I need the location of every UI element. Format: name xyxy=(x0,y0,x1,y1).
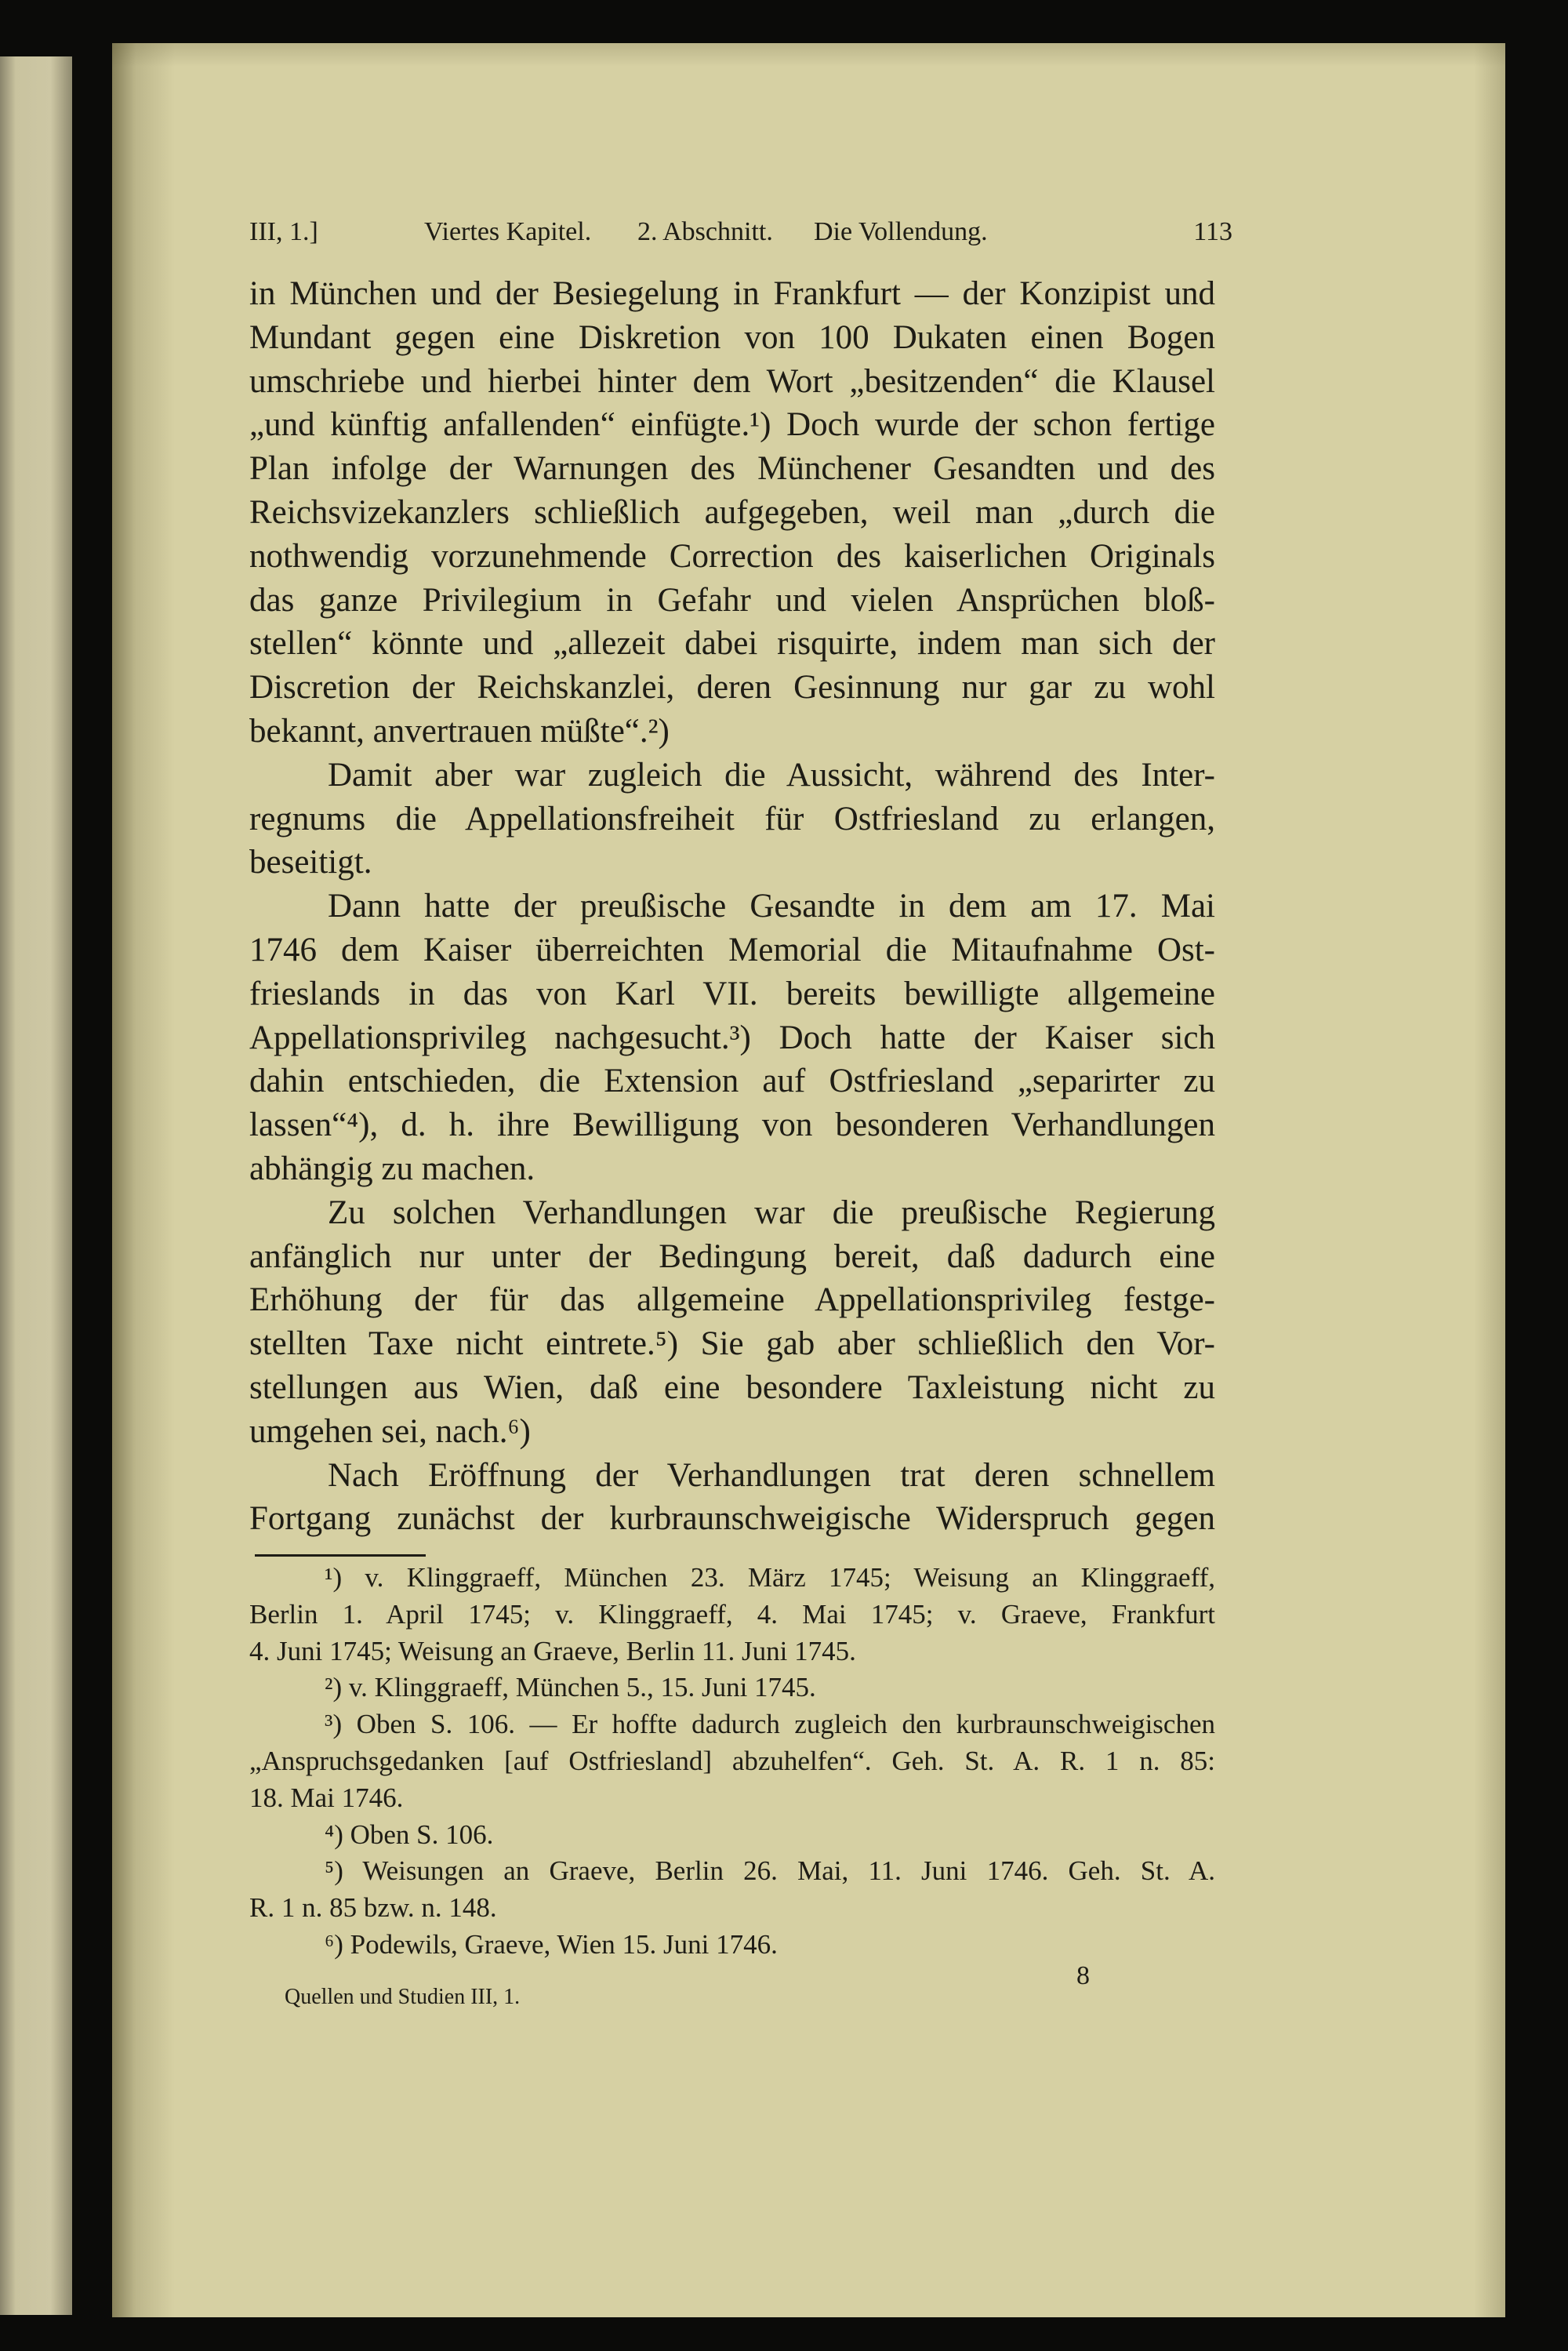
footnote-line: ¹) v. Klinggraeff, München 23. März 1745; Weisung an Klinggraeff, xyxy=(325,1562,1215,1593)
text-line: Erhöhung der für das allgemeine Appellationsprivileg festge- xyxy=(249,1281,1215,1319)
text-line: „und künftig anfallenden“ einfügte.¹) Doch wurde der schon fertige xyxy=(249,406,1215,444)
footnote-line: ²) v. Klinggraeff, München 5., 15. Juni 1745. xyxy=(325,1672,816,1703)
text-line: beseitigt. xyxy=(249,844,372,881)
text-line: Discretion der Reichskanzlei, deren Gesinnung nur gar zu wohl xyxy=(249,669,1215,707)
page-number: 113 xyxy=(1193,217,1232,246)
footnote-line: 4. Juni 1745; Weisung an Graeve, Berlin 11. Juni 1745. xyxy=(249,1635,856,1666)
running-head-chapter: Viertes Kapitel. xyxy=(424,217,592,246)
paragraph xyxy=(249,1191,1215,1454)
footnote-line: 18. Mai 1746. xyxy=(249,1782,404,1813)
running-head xyxy=(249,215,1232,249)
footnote-line: Berlin 1. April 1745; v. Klinggraeff, 4. Mai 1745; v. Graeve, Frankfurt xyxy=(249,1598,1215,1630)
paragraph xyxy=(249,754,1215,885)
text-line: Reichsvizekanzlers schließlich aufgegeben, weil man „durch die xyxy=(249,493,1215,531)
footnote-5 xyxy=(249,1853,1215,1927)
text-line: Appellationsprivileg nachgesucht.³) Doch hatte der Kaiser sich xyxy=(249,1019,1215,1056)
running-head-part: 2. Abschnitt. xyxy=(637,217,773,246)
footnote-2 xyxy=(249,1670,1215,1706)
paragraph xyxy=(249,885,1215,1191)
text-line: Damit aber war zugleich die Aussicht, während des Inter- xyxy=(328,756,1215,794)
text-line: nothwendig vorzunehmende Correction des kaiserlichen Originals xyxy=(249,537,1215,575)
text-line: Nach Eröffnung der Verhandlungen trat deren schnellem xyxy=(328,1456,1215,1494)
text-line: lassen“⁴), d. h. ihre Bewilligung von besonderen Verhandlungen xyxy=(249,1106,1215,1144)
running-head-section: III, 1.] xyxy=(249,217,318,246)
text-line: dahin entschieden, die Extension auf Ostfriesland „separirter zu xyxy=(249,1063,1215,1100)
text-line: Fortgang zunächst der kurbraunschweigische Widerspruch gegen xyxy=(249,1500,1215,1538)
footnotes xyxy=(249,1560,1215,1964)
text-line: umschriebe und hierbei hinter dem Wort „besitzenden“ die Klausel xyxy=(249,362,1215,400)
text-line: anfänglich nur unter der Bedingung bereit, daß dadurch eine xyxy=(249,1237,1215,1275)
text-line: 1746 dem Kaiser überreichten Memorial die Mitaufnahme Ost- xyxy=(249,931,1215,968)
text-line: bekannt, anvertrauen müßte“.²) xyxy=(249,712,670,750)
text-line: Zu solchen Verhandlungen war die preußische Regierung xyxy=(328,1194,1215,1231)
footnote-1 xyxy=(249,1560,1215,1670)
text-line: stellen“ könnte und „allezeit dabei risquirte, indem man sich der xyxy=(249,625,1215,663)
footnote-rule xyxy=(255,1554,426,1557)
text-line: regnums die Appellationsfreiheit für Ostfriesland zu erlangen, xyxy=(249,800,1215,838)
footnote-line: R. 1 n. 85 bzw. n. 148. xyxy=(249,1892,497,1924)
paragraph xyxy=(249,272,1215,754)
footnote-line: „Anspruchsgedanken [auf Ostfriesland] abzuhelfen“. Geh. St. A. R. 1 n. 85: xyxy=(249,1745,1215,1776)
footnote-6 xyxy=(249,1927,1215,1964)
running-head-title: Die Vollendung. xyxy=(814,217,988,246)
text-line: Plan infolge der Warnungen des Münchener Gesandten und des xyxy=(249,450,1215,488)
footnote-line: ³) Oben S. 106. — Er hoffte dadurch zugleich den kurbraunschweigischen xyxy=(325,1709,1215,1740)
footnote-line: ⁴) Oben S. 106. xyxy=(325,1819,494,1850)
text-line: in München und der Besiegelung in Frankfurt — der Konzipist und xyxy=(249,275,1215,312)
text-line: abhängig zu machen. xyxy=(249,1150,535,1187)
footnote-3 xyxy=(249,1706,1215,1816)
footnote-line: ⁶) Podewils, Graeve, Wien 15. Juni 1746. xyxy=(325,1928,778,1960)
text-line: frieslands in das von Karl VII. bereits bewilligte allgemeine xyxy=(249,975,1215,1012)
text-line: Mundant gegen eine Diskretion von 100 Dukaten einen Bogen xyxy=(249,318,1215,356)
signature-mark: 8 xyxy=(1076,1961,1090,1990)
body-text xyxy=(249,272,1215,1541)
text-line: stellungen aus Wien, daß eine besondere Taxleistung nicht zu xyxy=(249,1368,1215,1406)
text-line: Dann hatte der preußische Gesandte in dem am 17. Mai xyxy=(328,888,1215,925)
footnote-line: ⁵) Weisungen an Graeve, Berlin 26. Mai, 11. Juni 1746. Geh. St. A. xyxy=(325,1855,1215,1887)
footer-series-line: Quellen und Studien III, 1. xyxy=(285,1985,521,2009)
paragraph xyxy=(249,1454,1215,1542)
text-line: das ganze Privilegium in Gefahr und vielen Ansprüchen bloß- xyxy=(249,581,1215,619)
facing-page-edge xyxy=(0,56,72,2315)
footnote-4 xyxy=(249,1817,1215,1854)
text-line: umgehen sei, nach.⁶) xyxy=(249,1412,531,1450)
text-line: stellten Taxe nicht eintrete.⁵) Sie gab aber schließlich den Vor- xyxy=(249,1325,1215,1363)
